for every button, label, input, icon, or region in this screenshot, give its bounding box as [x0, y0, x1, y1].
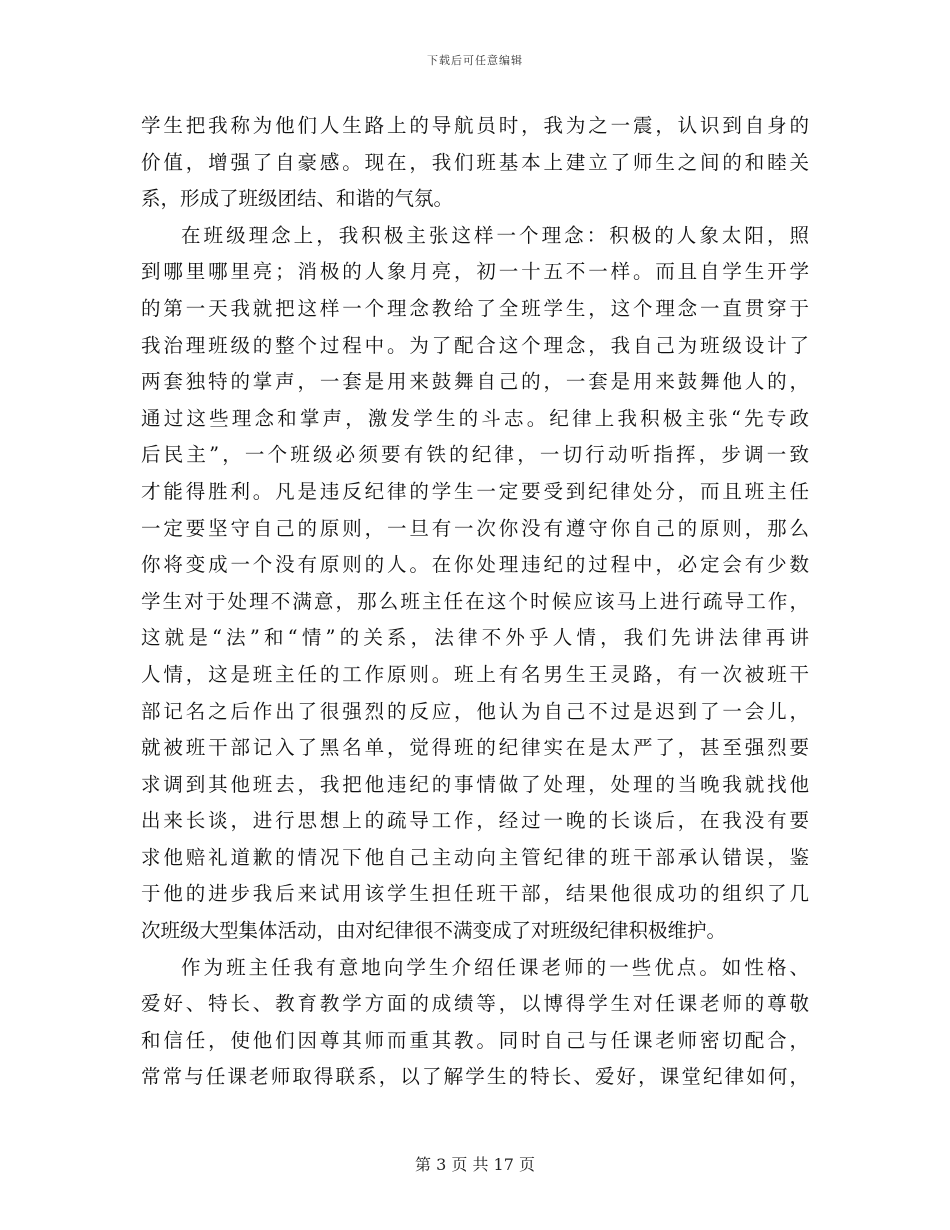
text-line: 学生对于处理不满意，那么班主任在这个时候应该马上进行疏导工作， [141, 589, 809, 613]
text-line: 通过这些理念和掌声，激发学生的斗志。纪律上我积极主张“先专政 [141, 406, 809, 430]
text-line: 这就是“法”和“情”的关系，法律不外乎人情，我们先讲法律再讲 [141, 626, 809, 650]
text-line: 作为班主任我有意地向学生介绍任课老师的一些优点。如性格、 [181, 955, 809, 979]
text-line: 学生把我称为他们人生路上的导航员时，我为之一震，认识到自身的 [141, 114, 809, 137]
text-line: 系，形成了班级团结、和谐的气氛。 [141, 187, 454, 211]
text-line: 一定要坚守自己的原则，一旦有一次你没有遵守你自己的原则，那么 [141, 516, 809, 540]
text-line: 于他的进步我后来试用该学生担任班干部，结果他很成功的组织了几 [141, 882, 809, 906]
text-line: 求调到其他班去，我把他违纪的事情做了处理，处理的当晚我就找他 [141, 772, 809, 796]
text-line: 价值，增强了自豪感。现在，我们班基本上建立了师生之间的和睦关 [141, 150, 809, 174]
text-line: 常常与任课老师取得联系，以了解学生的特长、爱好，课堂纪律如何， [141, 1065, 809, 1089]
text-line: 你将变成一个没有原则的人。在你处理违纪的过程中，必定会有少数 [141, 553, 809, 577]
text-line: 两套独特的掌声，一套是用来鼓舞自己的，一套是用来鼓舞他人的， [141, 370, 809, 394]
text-line: 人情，这是班主任的工作原则。班上有名男生王灵路，有一次被班干 [141, 662, 809, 686]
text-line: 后民主”，一个班级必须要有铁的纪律，一切行动听指挥，步调一致 [141, 443, 809, 467]
page-number: 第 3 页 共 17 页 [415, 1155, 535, 1174]
text-line: 次班级大型集体活动，由对纪律很不满变成了对班级纪律积极维护。 [141, 919, 727, 943]
text-line: 才能得胜利。凡是违反纪律的学生一定要受到纪律处分，而且班主任 [141, 479, 809, 503]
text-line: 到哪里哪里亮；消极的人象月亮，初一十五不一样。而且自学生开学 [141, 260, 809, 284]
page-header-note: 下载后可任意编辑 [427, 54, 523, 67]
text-line: 和信任，使他们因尊其师而重其教。同时自己与任课老师密切配合， [141, 1028, 809, 1052]
text-line: 我治理班级的整个过程中。为了配合这个理念，我自己为班级设计了 [141, 333, 809, 357]
text-line: 在班级理念上，我积极主张这样一个理念：积极的人象太阳，照 [181, 223, 809, 247]
text-line: 求他赔礼道歉的情况下他自己主动向主管纪律的班干部承认错误，鉴 [141, 845, 809, 869]
text-line: 部记名之后作出了很强烈的反应，他认为自己不过是迟到了一会儿， [141, 699, 809, 723]
text-line: 出来长谈，进行思想上的疏导工作，经过一晚的长谈后，在我没有要 [141, 809, 809, 833]
text-line: 爱好、特长、教育教学方面的成绩等，以博得学生对任课老师的尊敬 [141, 992, 809, 1016]
document-body [141, 108, 809, 1096]
text-line: 的第一天我就把这样一个理念教给了全班学生，这个理念一直贯穿于 [141, 296, 809, 320]
text-line: 就被班干部记入了黑名单，觉得班的纪律实在是太严了，甚至强烈要 [141, 736, 809, 760]
